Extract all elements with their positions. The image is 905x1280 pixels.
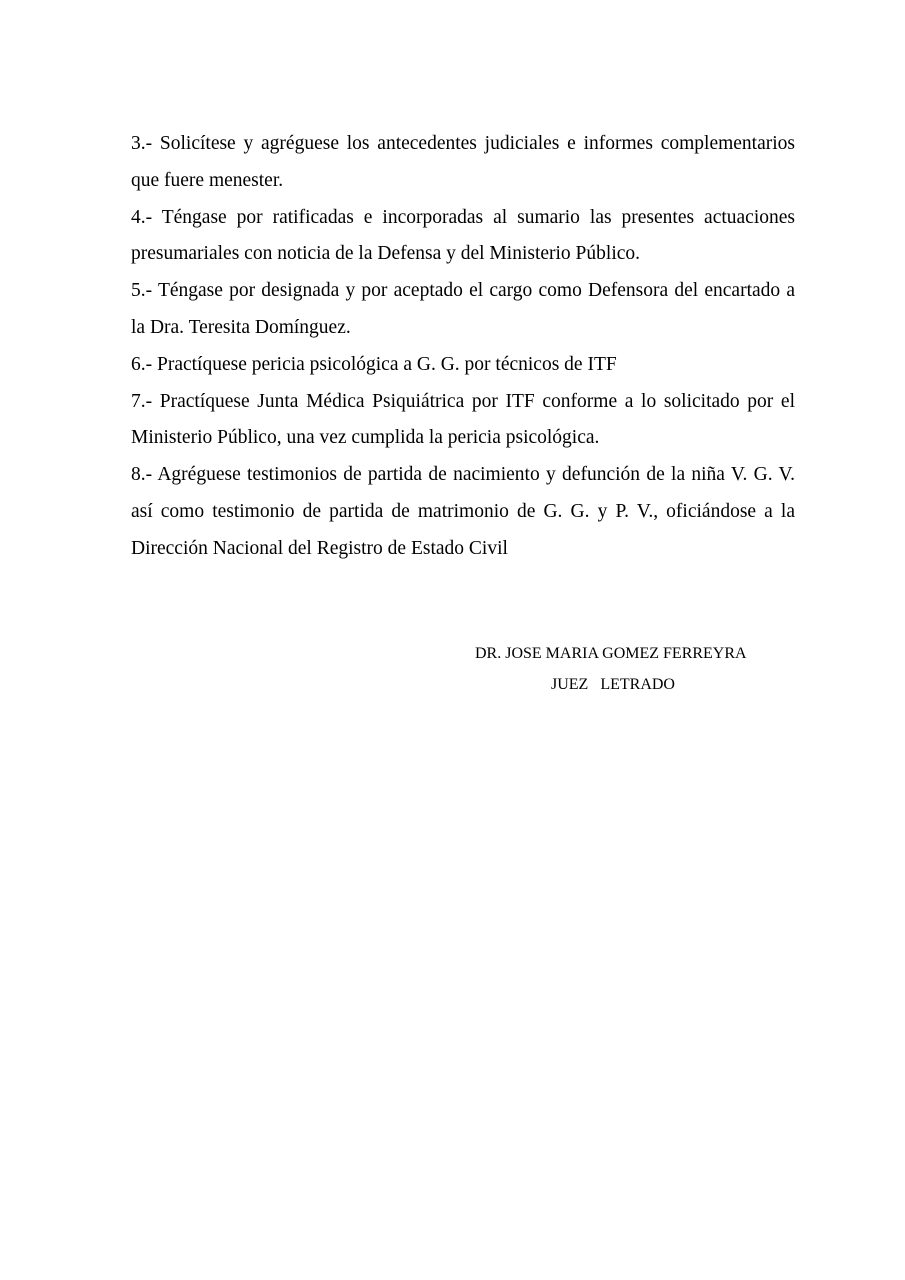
resolution-items [131, 126, 795, 568]
signatory-name: DR. JOSE MARIA GOMEZ FERREYRA [475, 645, 747, 662]
signatory-title: JUEZ LETRADO [551, 676, 675, 693]
item-3: 3.- Solicítese y agréguese los antecedentes judiciales e informes complementarios que fuere menester. [131, 133, 795, 191]
item-8: 8.- Agréguese testimonios de partida de nacimiento y defunción de la niña V. G. V. así como testimonio de partida de matrimonio de G. G. y P. V., oficiándose a la Dirección Nacional del Registro de Estado Civil [131, 464, 795, 559]
item-7: 7.- Practíquese Junta Médica Psiquiátrica por ITF conforme a lo solicitado por el Ministerio Público, una vez cumplida la pericia psicológica. [131, 390, 795, 449]
item-6: 6.- Practíquese pericia psicológica a G. G. por técnicos de ITF [131, 353, 617, 375]
item-5: 5.- Téngase por designada y por aceptado el cargo como Defensora del encartado a la Dra. Teresita Domínguez. [131, 280, 795, 338]
item-4: 4.- Téngase por ratificadas e incorporadas al sumario las presentes actuaciones presumariales con noticia de la Defensa y del Ministerio Público. [131, 206, 795, 265]
